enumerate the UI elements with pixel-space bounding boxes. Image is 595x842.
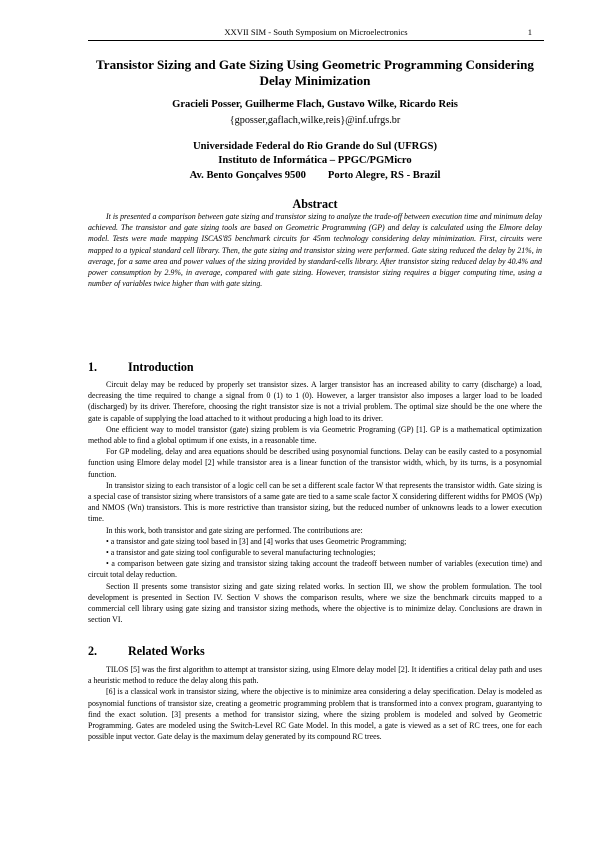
affiliation-institute: Instituto de Informática – PPGC/PGMicro [218, 155, 412, 166]
bullet-item: • a transistor and gate sizing tool based in [3] and [4] works that uses Geometric Programming; [106, 536, 407, 546]
page-number: 1 [527, 27, 532, 37]
address-city: Porto Alegre, RS - Brazil [327, 170, 441, 181]
affiliation-address [88, 170, 542, 181]
affiliation-university: Universidade Federal do Rio Grande do Sul (UFRGS) [193, 141, 437, 152]
bullet-item: • a transistor and gate sizing tool configurable to several manufacturing technologies; [106, 548, 376, 558]
paragraph: TILOS [5] was the first algorithm to attempt at transistor sizing, using Elmore delay model [2]. It identifies a critical delay path and uses a heuristic method to reduce the delay along this path. [88, 665, 542, 686]
address-street: Av. Bento Gonçalves 9500 [189, 170, 306, 181]
author-emails: {gposser,gaflach,wilke,reis}@inf.ufrgs.br [229, 115, 401, 126]
section-title: Related Works [128, 644, 205, 658]
running-head [88, 24, 544, 41]
bullet-item: • a comparison between gate sizing and transistor sizing taking account the tradeoff between number of variables (execution time) and circuit total delay reduction. [88, 559, 542, 580]
introduction-body [88, 379, 542, 625]
paragraph: For GP modeling, delay and area equations should be described using posynomial functions. Delay can be easily casted to a posynomial function using Elmore delay model [2] while transistor area is a linear function of the transistor width, which, by its turns, is a posynomial function. [88, 447, 542, 479]
abstract-text: It is presented a comparison between gate sizing and transistor sizing to analyze the trade-off between execution time and minimum delay achieved. The transistor and gate sizing tools are based on Geometric Programming (GP) and delay is calculated using the Elmore delay model. Tests were made mapping ISCAS'85 benchmark circuits for 45nm technology considering delay minimization. First, circuits were mapped to a typical standard cell library. Then, the gate sizing and transistor sizing were performed. Gate sizing reduced the delay by 21%, in average, for a same area and power values of the sizing provided by standard-cells library. After transistor sizing reduced delay by 40.4% and power consumption by 2.9%, in average, compared with gate sizing. However, transistor sizing requires a bigger computing time, using a number of variables twice higher than with gate sizing. [88, 212, 542, 289]
paragraph: One efficient way to model transistor (gate) sizing problem is via Geometric Programing (GP) [1]. GP is a mathematical optimization method able to find a global optimum if one exists, in a reasonable time. [88, 424, 542, 446]
running-head-title: XXVII SIM - South Symposium on Microelectronics [224, 27, 408, 37]
section-number: 2. [88, 644, 98, 658]
section-heading-related-works [88, 644, 542, 659]
author-list: Gracieli Posser, Guilherme Flach, Gustavo Wilke, Ricardo Reis [172, 99, 458, 110]
paragraph: [6] is a classical work in transistor sizing, where the objective is to minimize area considering a delay specification. Delay is modeled as posynomial functions of transistor size, creating a geometric programming problem that is transformed into a convex program, guarantying to find the exact solution. [3] presents a method for transistor sizing, where the sizing problem is modeled and solved by Geometric Programming. Gates are modeled using the Switch-Level RC Gate Model. In this model, a gate is viewed as a set of RC trees, one for each possible input vector. Gate delay is the maximum delay generated by its compound RC trees. [88, 687, 542, 742]
section-heading-introduction [88, 360, 542, 375]
paragraph: In transistor sizing to each transistor of a logic cell can be set a different scale factor W that represents the transistor width. Gate sizing is a special case of transistor sizing where transistors of a same gate are tied to a same scale factor X considering different widths for PMOS (Wp) and NMOS (Wn) transistors. This is more restrictive than transistor sizing, but the reduced number of unknowns leads to a lower execution time. [88, 480, 542, 524]
paper-title: Transistor Sizing and Gate Sizing Using Geometric Programming Considering Delay Minimization [96, 57, 534, 88]
abstract-heading: Abstract [292, 197, 338, 211]
paragraph: In this work, both transistor and gate sizing are performed. The contributions are: [106, 525, 363, 535]
section-number: 1. [88, 360, 98, 374]
related-works-body [88, 664, 542, 742]
section-title: Introduction [128, 360, 194, 374]
paragraph: Section II presents some transistor sizing and gate sizing related works. In section III, we show the problem formulation. The tool development is presented in Section IV. Section V shows the comparison results, where we size the benchmark circuits mapped to a commercial cell library using gate sizing and transistor sizing methods, where the objective is to minimize delay. Conclusions are drawn in section VI. [88, 581, 542, 625]
paragraph: Circuit delay may be reduced by properly set transistor sizes. A larger transistor has an increased ability to carry (discharge) a load, decreasing the time required to change a signal from 0 (1) to 1 (0). However, a larger transistor also imposes a larger load to be loaded (discharged) by its driver. Therefore, choosing the right transistor size is not a trivial problem. The optimal size should be the one where the gate is capable of supplying the load attached to it without producing a high load to its driver. [88, 380, 542, 423]
